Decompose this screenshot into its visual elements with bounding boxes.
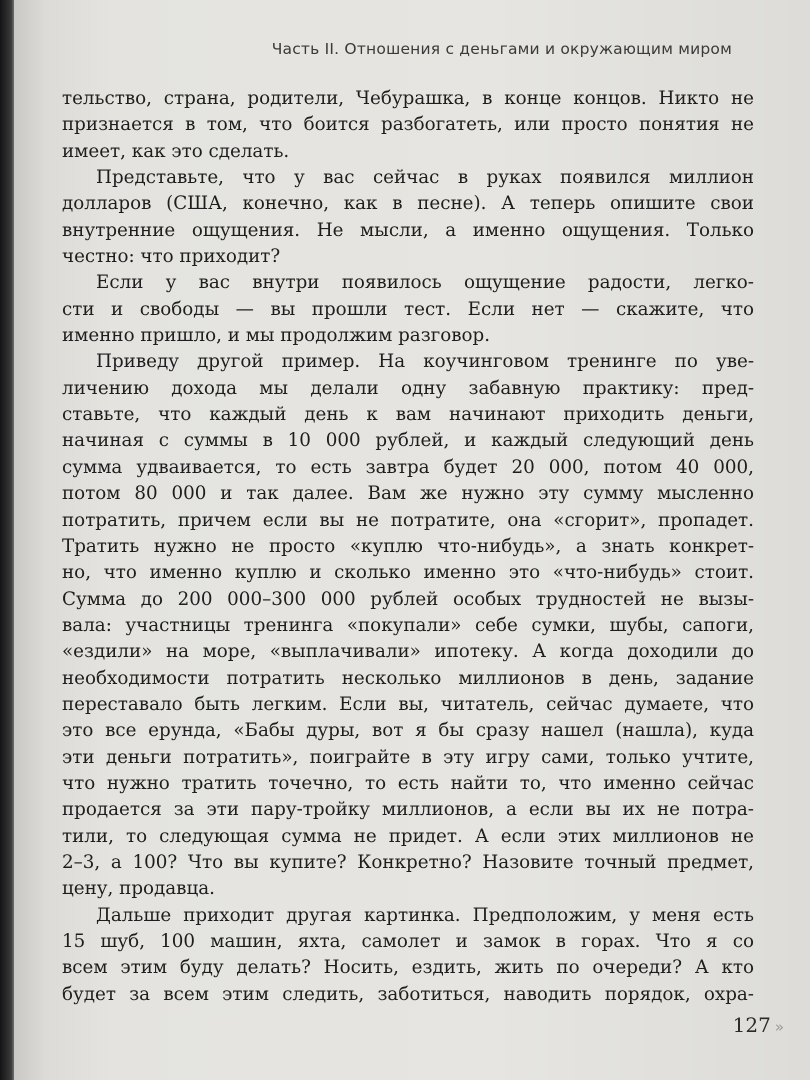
text-line: Тратить нужно не просто «куплю что-нибудь», а знать конкрет-	[62, 535, 754, 557]
text-line: потом 80 000 и так далее. Вам же нужно эту сумму мысленно	[62, 483, 754, 505]
text-line: личению дохода мы делали одну забавную практику: пред-	[62, 377, 754, 399]
text-line: необходимости потратить несколько миллионов в день, задание	[62, 667, 754, 689]
text-line: Приведу другой пример. На коучинговом тренинге по уве-	[96, 351, 754, 373]
text-line: имеет, как это сделать.	[62, 140, 290, 162]
page-footer	[733, 1013, 784, 1037]
text-line: но, что именно куплю и сколько именно это «что-нибудь» стоит.	[62, 562, 754, 584]
text-line: 2–3, а 100? Что вы купите? Конкретно? Назовите точный предмет,	[62, 851, 754, 873]
text-line: тили, то следующая сумма не придет. А если этих миллионов не	[62, 825, 754, 847]
text-line: именно пришло, и мы продолжим разговор.	[62, 325, 491, 347]
running-header: Часть II. Отношения с деньгами и окружающим миром	[271, 40, 732, 58]
text-line: 15 шуб, 100 машин, яхта, самолет и замок в горах. Что я со	[62, 931, 754, 952]
text-line: потратить, причем если вы не потратите, она «сгорит», пропадет.	[62, 509, 754, 531]
text-line: признается в том, что боится разбогатеть, или просто понятия не	[62, 114, 754, 136]
body-text	[62, 86, 754, 1008]
page-number: 127	[732, 1013, 771, 1037]
text-line: будет за всем этим следить, заботиться, наводить порядок, охра-	[62, 983, 754, 1005]
text-line: продается за эти пару-тройку миллионов, а если вы их не потра-	[62, 799, 754, 821]
text-line: это все ерунда, «Бабы дуры, вот я бы сразу нашел (нашла), куда	[62, 720, 754, 742]
text-line: честно: что приходит?	[62, 246, 281, 268]
text-line: сти и свободы — вы прошли тест. Если нет — скажите, что	[62, 298, 754, 320]
text-line: ставьте, что каждый день к вам начинают приходить деньги,	[62, 404, 754, 426]
text-line: переставало быть легким. Если вы, читатель, сейчас думаете, что	[62, 693, 754, 715]
book-page	[14, 0, 810, 1080]
double-chevron-right-icon: »	[774, 1018, 784, 1036]
text-line: цену, продавца.	[62, 878, 215, 900]
text-line: начиная с суммы в 10 000 рублей, и каждый следующий день	[62, 430, 754, 452]
text-line: внутренние ощущения. Не мысли, а именно ощущения. Только	[62, 219, 754, 241]
text-line: всем этим буду делать? Носить, ездить, жить по очереди? А кто	[62, 957, 754, 979]
text-line: Представьте, что у вас сейчас в руках появился миллион	[96, 167, 754, 189]
text-line: тельство, страна, родители, Чебурашка, в конце концов. Никто не	[62, 88, 754, 109]
text-line: эти деньги потратить», поиграйте в эту игру сами, только учтите,	[62, 746, 754, 768]
text-line: Дальше приходит другая картинка. Предположим, у меня есть	[96, 904, 754, 926]
text-line: Если у вас внутри появилось ощущение радости, легко-	[96, 272, 754, 294]
text-line: вала: участницы тренинга «покупали» себе сумки, шубы, сапоги,	[62, 614, 754, 636]
text-line: долларов (США, конечно, как в песне). А теперь опишите свои	[62, 193, 754, 215]
text-line: что нужно тратить точечно, то есть найти то, что именно сейчас	[62, 772, 754, 794]
text-line: «ездили» на море, «выплачивали» ипотеку. А когда доходили до	[62, 641, 754, 663]
text-line: Сумма до 200 000–300 000 рублей особых трудностей не вызы-	[62, 588, 754, 610]
text-line: сумма удваивается, то есть завтра будет 20 000, потом 40 000,	[62, 456, 754, 478]
